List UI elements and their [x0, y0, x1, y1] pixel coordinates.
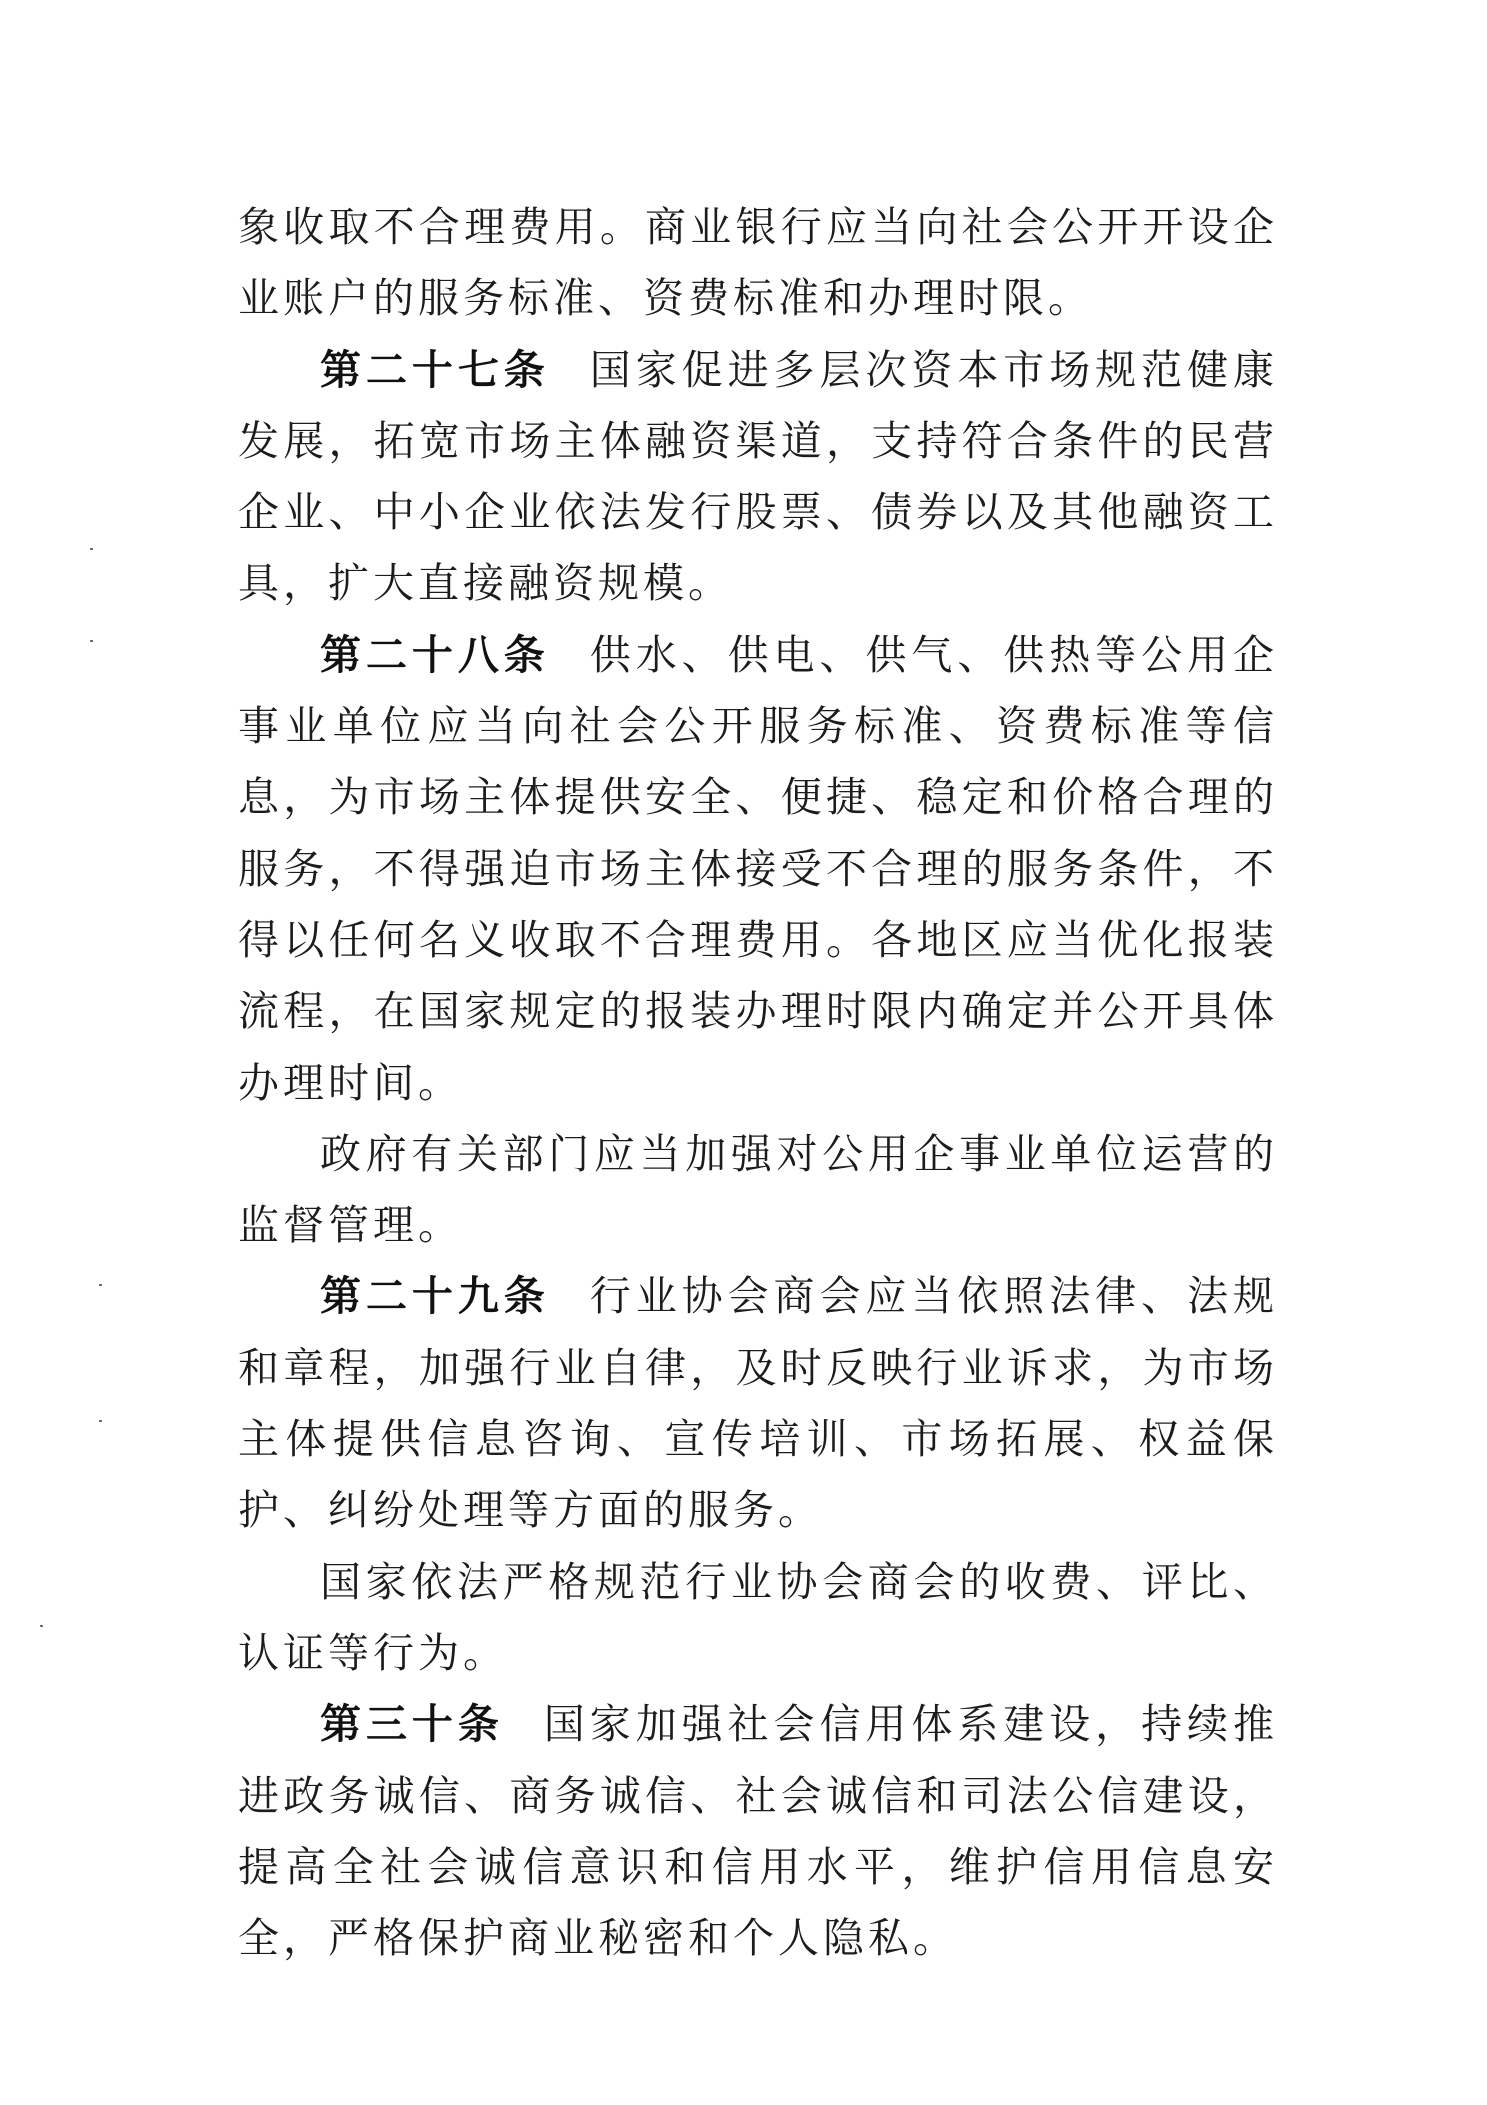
article-number: 第二十七条	[320, 345, 550, 394]
scan-speck	[90, 548, 93, 550]
article-number: 第二十八条	[320, 630, 550, 679]
scan-speck	[99, 1284, 102, 1286]
scan-speck	[90, 640, 93, 642]
paragraph-text: 国家依法严格规范行业协会商会的收费、评比、认证等行为。	[238, 1557, 1278, 1677]
paragraph-text: 象收取不合理费用。商业银行应当向社会公开开设企业账户的服务标准、资费标准和办理时限。	[238, 203, 1278, 323]
paragraph	[238, 1547, 1278, 1690]
article-28	[238, 620, 1278, 1119]
article-number: 第三十条	[320, 1700, 504, 1749]
paragraph-text: 行业协会商会应当依照法律、法规和章程，加强行业自律，及时反映行业诉求，为市场主体提供信息咨询、宣传培训、市场拓展、权益保护、纠纷处理等方面的服务。	[238, 1272, 1279, 1535]
paragraph-text: 国家加强社会信用体系建设，持续推进政务诚信、商务诚信、社会诚信和司法公信建设，提高全社会诚信意识和信用水平，维护信用信息安全，严格保护商业秘密和个人隐私。	[238, 1700, 1279, 1963]
paragraph-text: 供水、供电、供气、供热等公用企事业单位应当向社会公开服务标准、资费标准等信息，为市场主体提供安全、便捷、稳定和价格合理的服务，不得强迫市场主体接受不合理的服务条件，不得以任何名义收取不合理费用。各地区应当优化报装流程，在国家规定的报装办理时限内确定并公开具体办理时间。	[238, 630, 1279, 1107]
article-29	[238, 1261, 1278, 1546]
article-number: 第二十九条	[320, 1272, 550, 1321]
paragraph-text: 政府有关部门应当加强对公用企事业单位运营的监督管理。	[238, 1129, 1278, 1250]
scan-speck	[99, 1420, 102, 1422]
paragraph	[238, 1119, 1278, 1262]
article-27	[238, 335, 1278, 620]
paragraph-text: 国家促进多层次资本市场规范健康发展，拓宽市场主体融资渠道，支持符合条件的民营企业、中小企业依法发行股票、债券以及其他融资工具，扩大直接融资规模。	[238, 345, 1279, 608]
paragraph-continuation	[238, 192, 1278, 335]
article-30	[238, 1689, 1278, 1974]
document-body	[238, 192, 1278, 1974]
scan-speck	[40, 1625, 43, 1627]
